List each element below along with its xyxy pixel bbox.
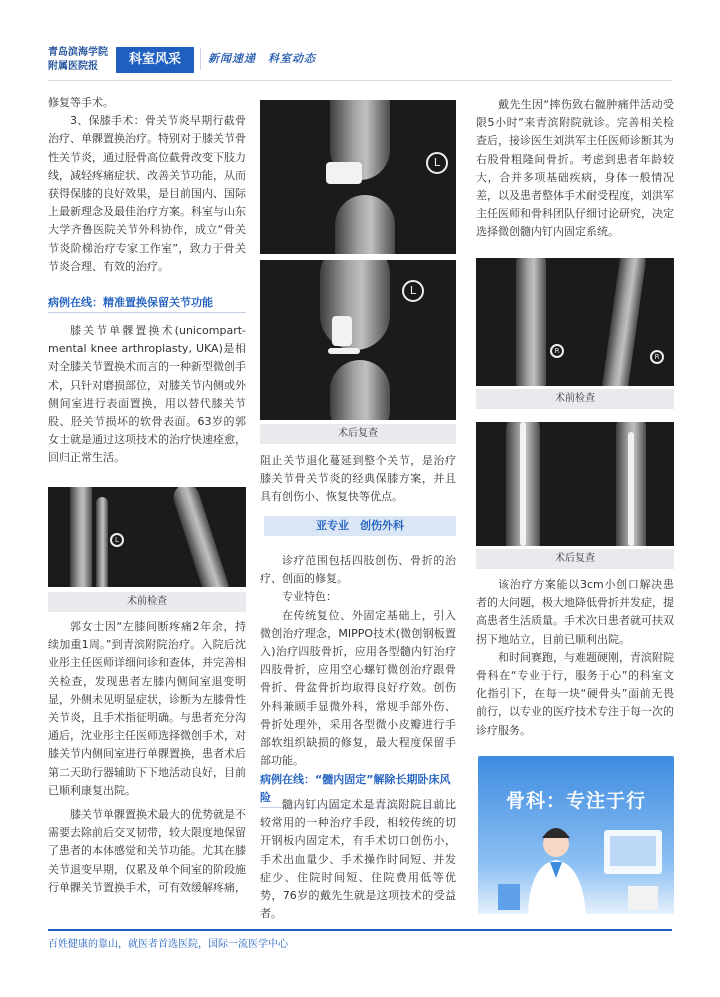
column-1-top bbox=[48, 94, 246, 276]
image-caption: 术后复查 bbox=[476, 549, 674, 569]
image-caption: 术前检查 bbox=[48, 592, 246, 612]
orthopedics-poster bbox=[478, 756, 674, 914]
section-heading: 病例在线：“髓内固定”解除长期卧床风险 bbox=[260, 771, 456, 808]
header-divider bbox=[200, 48, 201, 70]
paragraph: 戴先生因“摔伤致右髋肿痛伴活动受限5小时”来青滨附院就诊。完善相关检查后，接诊医生刘洪军主任医师诊断其为右股骨粗隆间骨折。考虑到患者年龄较大，合并多项基础疾病，身体一般情况差，以及患者整体手术耐受程度，刘洪军主任医师和骨科团队仔细讨论研究，决定选择微创髓内钉内固定系统。 bbox=[476, 98, 674, 239]
column-3-bottom bbox=[476, 576, 674, 740]
paragraph: 和时间赛跑，与难题硬刚，青滨附院骨科在“专业于行，服务于心”的科室文化指引下，在每一块“硬骨头”面前无畏前行，以专业的医疗技术专注于每一次的诊疗服务。 bbox=[476, 650, 674, 737]
xray-hip-preop bbox=[476, 258, 674, 386]
paragraph: 膝关节单髁置换术最大的优势就是不需要去除前后交叉韧带，较大限度地保留了患者的本体感觉和关节功能。尤其在膝关节退变早期，仅累及单个间室的阶段施行单髁关节置换手术，可有效缓解疼痛， bbox=[48, 808, 246, 894]
side-marker: R bbox=[550, 344, 564, 358]
paragraph: 阻止关节退化蔓延到整个关节，是治疗膝关节骨关节炎的经典保膝方案，并且具有创伤小、恢复快等优点。 bbox=[260, 454, 456, 504]
paragraph: 诊疗范围包括四肢创伤、骨折的治疗、创面的修复。 bbox=[260, 554, 456, 586]
xray-knee-postop-side bbox=[260, 260, 456, 420]
logo-line2: 附属医院报 bbox=[48, 61, 98, 72]
header-rule bbox=[48, 80, 672, 81]
xray-knee-preop bbox=[48, 487, 246, 587]
paragraph: 郭女士因“左膝间断疼痛2年余，持续加重1周。”到青滨附院治疗。入院后沈业彤主任医师详细问诊和查体，并完善相关检查，发现患者左膝内侧间室退变明显，外侧未见明显症状，诊断为左膝骨性关节炎，且手术指征明确。与患者充分沟通后，沈业彤主任医师选择微创手术，对膝关节内侧间室进行单髁置换，患者术后第二天助行器辅助下下地活动良好，目前已顺利康复出院。 bbox=[48, 620, 246, 797]
paragraph: 专业特色： bbox=[282, 590, 337, 604]
paragraph: 髓内钉内固定术是青滨附院目前比较常用的一种治疗手段，相较传统的切开钢板内固定术，有手术切口创伤小，手术出血量少、手术操作时间短、并发症少、住院时间短、住院费用低等优势，76岁的戴先生就是这项技术的受益者。 bbox=[260, 798, 456, 921]
column-2-middle bbox=[260, 552, 456, 770]
header-slogan: 新闻速递 科室动态 bbox=[208, 52, 316, 65]
logo-line1: 青岛滨海学院 bbox=[48, 47, 108, 58]
doctor-illustration bbox=[478, 756, 674, 914]
side-marker: R bbox=[650, 350, 664, 364]
image-caption: 术前检查 bbox=[476, 389, 674, 409]
paragraph: 修复等手术。 bbox=[48, 96, 114, 109]
section-heading: 病例在线：精准置换保留关节功能 bbox=[48, 294, 246, 313]
side-marker: L bbox=[110, 533, 124, 547]
paragraph: 3、保膝手术：骨关节炎早期行截骨治疗、单髁置换治疗。特别对于膝关节骨性关节炎，通过胫骨高位截骨改变下肢力线，减轻疼痛症状、改善关节功能，从而获得保膝的良好效果，是目前国内、国际上最新理念及最佳治疗方案。科室与山东大学齐鲁医院关节外科协作，成立“骨关节炎阶梯治疗专家工作室”，致力于骨关节炎合理、有效的治疗。 bbox=[48, 114, 246, 273]
footer-slogan: 百姓健康的靠山，就医者首选医院，国际一流医学中心 bbox=[48, 939, 288, 950]
section-tab: 科室风采 bbox=[116, 47, 194, 73]
poster-title: 骨科：专注于行 bbox=[505, 790, 646, 812]
footer-rule bbox=[48, 929, 672, 931]
image-caption: 术后复查 bbox=[260, 424, 456, 444]
hospital-logo bbox=[48, 46, 110, 76]
subspecialty-heading: 亚专业 创伤外科 bbox=[264, 516, 456, 536]
side-marker: L bbox=[426, 152, 448, 174]
paragraph: 在传统复位、外固定基础上，引入微创治疗理念，MIPPO技术(微创钢板置入)治疗四肢骨折，应用各型髓内钉治疗四肢骨折，应用空心螺钉微创治疗跟骨骨折、骨盆骨折均取得良好疗效。创伤外科兼顾手显微外科，常规手部外伤、骨折处理外，采用各型微小皮瓣进行手部软组织缺损的修复，最大程度保留手部功能。 bbox=[260, 608, 456, 768]
xray-hip-postop bbox=[476, 422, 674, 546]
paragraph: 该治疗方案能以3cm小创口解决患者的大问题，极大地降低骨折并发症，提高患者生活质量。手术次日患者就可扶双拐下地站立，目前已顺利出院。 bbox=[476, 578, 674, 646]
paragraph: 膝关节单髁置换术(unicompart-mental knee arthroplasty, UKA)是相对全膝关节置换术而言的一种新型微创手术，只针对磨损部位，对膝关节内侧或外侧间室进行表面置换，用以替代膝关节股、胫关节损坏的软骨表面。63岁的郭女士就是通过这项技术的治疗快速痊愈，回归正常生活。 bbox=[48, 324, 246, 465]
side-marker: L bbox=[402, 280, 424, 302]
column-1-bottom bbox=[48, 618, 246, 897]
xray-knee-postop-front bbox=[260, 100, 456, 254]
